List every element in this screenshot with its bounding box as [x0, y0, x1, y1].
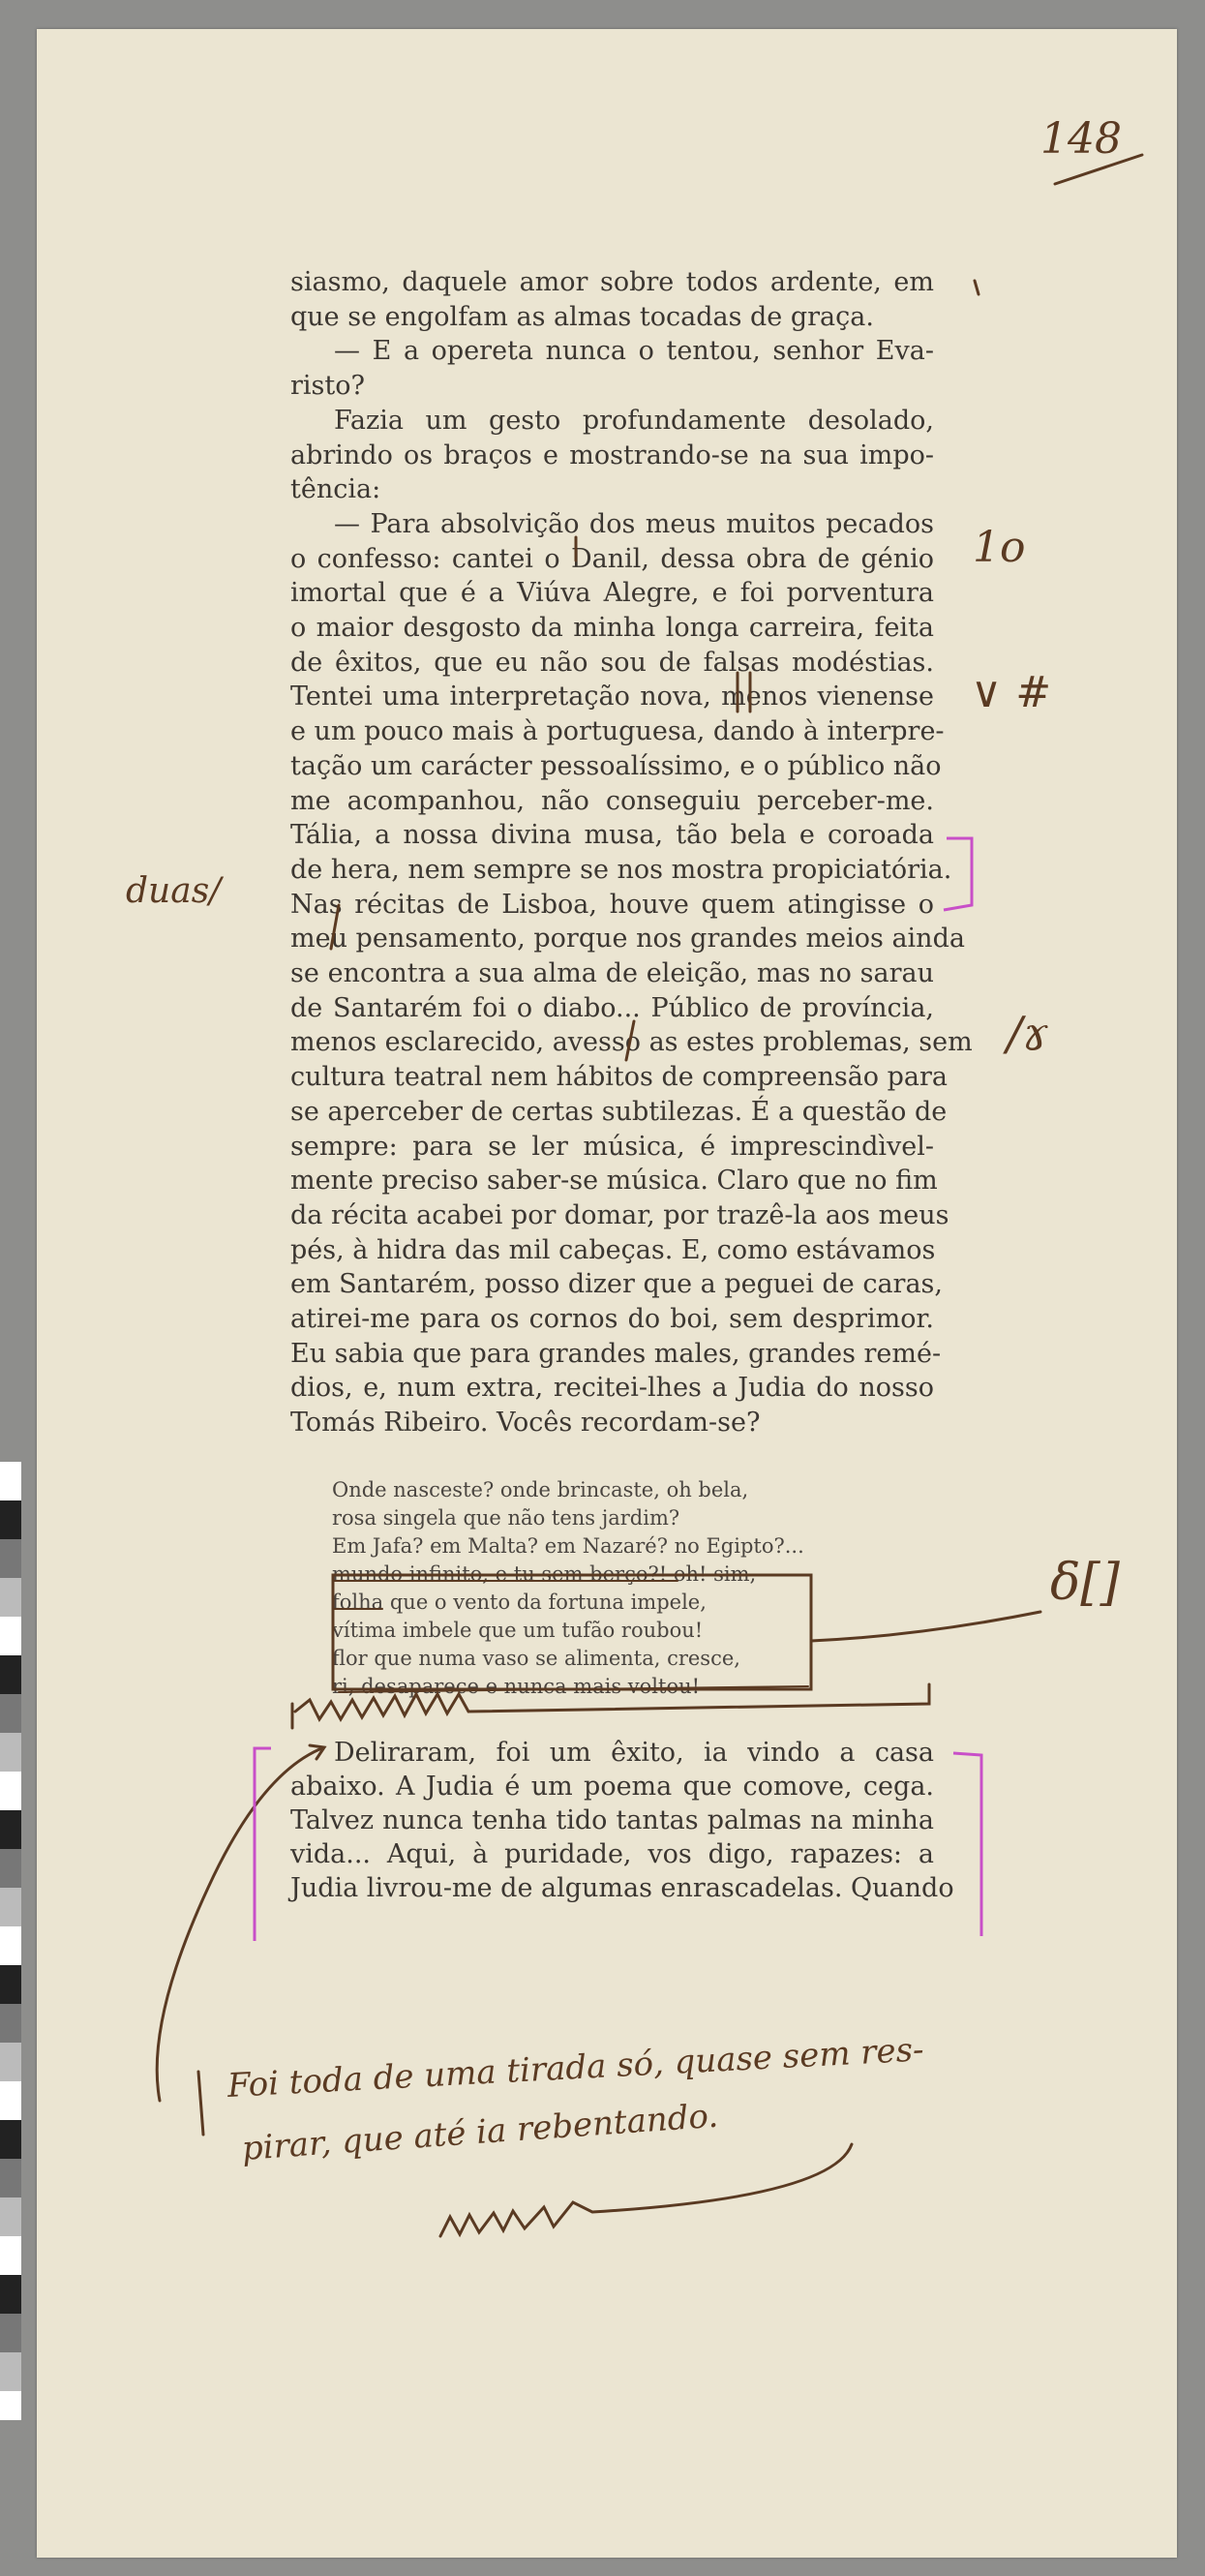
- magenta-bracket-left: [255, 1748, 271, 1941]
- text-line: Eu sabia que para grandes males, grandes remé-: [290, 1338, 942, 1369]
- text-line: sempre: para se ler música, é imprescindìvel-: [290, 1131, 934, 1162]
- text-line: de êxitos, que eu não sou de falsas modéstias.: [290, 647, 934, 678]
- poem-line: mundo infinito, e tu sem berço?! oh! sim,: [332, 1562, 757, 1586]
- poem-line: folha que o vento da fortuna impele,: [332, 1591, 707, 1614]
- final-paragraph-line: Judia livrou-me de algumas enrascadelas. Quando: [290, 1873, 954, 1903]
- text-line: Tentei uma interpretação nova, menos vienense: [290, 682, 934, 712]
- text-line: Fazia um gesto profundamente desolado,: [334, 405, 934, 436]
- text-line: abrindo os braços e mostrando-se na sua impo-: [290, 439, 934, 470]
- text-line: tação um carácter pessoalíssimo, e o público não: [290, 750, 942, 781]
- text-line: — Para absolvição dos meus muitos pecados: [334, 508, 934, 539]
- magenta-bracket-right: [953, 1753, 981, 1936]
- text-line: pés, à hidra das mil cabeças. E, como estávamos: [290, 1234, 936, 1265]
- poem-line: Em Jafa? em Malta? em Nazaré? no Egipto?...: [332, 1534, 804, 1558]
- margin-note-v-hash: ∨ #: [971, 668, 1052, 717]
- text-line: siasmo, daquele amor sobre todos ardente, em: [290, 267, 934, 297]
- text-line: da récita acabei por domar, por trazê-la aos meus: [290, 1199, 949, 1230]
- text-line: de Santarém foi o diabo... Público de província,: [290, 992, 934, 1023]
- text-line: dios, e, num extra, recitei-lhes a Judia do nosso: [290, 1373, 934, 1404]
- text-line: Nas récitas de Lisboa, houve quem atingisse o: [290, 889, 934, 920]
- text-line: me acompanhou, não conseguiu perceber-me.: [290, 785, 934, 816]
- poem-line: Onde nasceste? onde brincaste, oh bela,: [332, 1478, 749, 1501]
- insert-arrow: [157, 1745, 324, 2101]
- end-squiggle: [440, 2144, 852, 2236]
- final-paragraph-line: Talvez nunca tenha tido tantas palmas na minha: [290, 1805, 934, 1835]
- text-line: menos esclarecido, avesso as estes problemas, sem: [290, 1027, 973, 1058]
- mark-em: [975, 281, 979, 294]
- mark-vienense: [738, 673, 750, 712]
- text-line: — E a opereta nunca o tentou, senhor Eva-: [334, 336, 934, 367]
- text-line: que se engolfam as almas tocadas de graça.: [290, 301, 874, 332]
- insert-caret: [198, 2072, 203, 2135]
- text-line: mente preciso saber-se música. Claro que no fim: [290, 1166, 938, 1197]
- text-line: se aperceber de certas subtilezas. É a questão de: [290, 1096, 948, 1127]
- box-connector-line: [811, 1612, 1040, 1641]
- mark-as: [626, 1021, 634, 1060]
- poem-line: ri, desaparece e nunca mais voltou!: [332, 1675, 701, 1698]
- text-line: Tomás Ribeiro. Vocês recordam-se?: [290, 1408, 761, 1439]
- magenta-bracket-top: [944, 838, 972, 910]
- text-line: o confesso: cantei o Danil, dessa obra de génio: [290, 543, 934, 574]
- poem-line: vítima imbele que um tufão roubou!: [332, 1619, 704, 1642]
- poem-delete-box: [333, 1575, 811, 1689]
- text-line: Tália, a nossa divina musa, tão bela e coroada: [290, 820, 934, 851]
- text-line: tência:: [290, 474, 381, 505]
- final-paragraph-line: abaixo. A Judia é um poema que comove, cega.: [290, 1772, 934, 1802]
- handwritten-insert-line-2: pirar, que até ia rebentando.: [240, 2096, 720, 2168]
- mark-nas: [331, 905, 339, 949]
- poem-line: rosa singela que não tens jardim?: [332, 1506, 680, 1530]
- margin-note-1o: 1o: [973, 523, 1026, 572]
- text-line: atirei-me para os cornos do boi, sem desprimor.: [290, 1304, 934, 1334]
- handwritten-insert-line-1: Foi toda de uma tirada só, quase sem res-: [226, 2030, 925, 2106]
- final-paragraph-line: vida... Aqui, à puridade, vos digo, rapazes: a: [290, 1839, 934, 1869]
- poem-line: flor que numa vaso se alimenta, cresce,: [332, 1647, 740, 1670]
- text-line: o maior desgosto da minha longa carreira, feita: [290, 613, 934, 643]
- margin-note-delete: δ[]: [1050, 1554, 1120, 1612]
- handwritten-page-number: 148: [1040, 114, 1122, 164]
- text-line: em Santarém, posso dizer que a peguei de caras,: [290, 1269, 943, 1300]
- margin-note-duas: duas/: [126, 871, 222, 911]
- text-line: imortal que é a Viúva Alegre, e foi porventura: [290, 578, 934, 609]
- final-paragraph-line: Deliraram, foi um êxito, ia vindo a casa: [334, 1738, 934, 1768]
- text-line: risto?: [290, 371, 365, 402]
- margin-note-slash: /ɤ: [1007, 1007, 1049, 1061]
- text-line: se encontra a sua alma de eleição, mas no sarau: [290, 958, 934, 988]
- text-line: cultura teatral nem hábitos de compreensão para: [290, 1062, 949, 1093]
- text-line: e um pouco mais à portuguesa, dando à interpre-: [290, 716, 945, 747]
- text-line: meu pensamento, porque nos grandes meios ainda: [290, 924, 965, 955]
- text-line: de hera, nem sempre se nos mostra propiciatória.: [290, 854, 952, 885]
